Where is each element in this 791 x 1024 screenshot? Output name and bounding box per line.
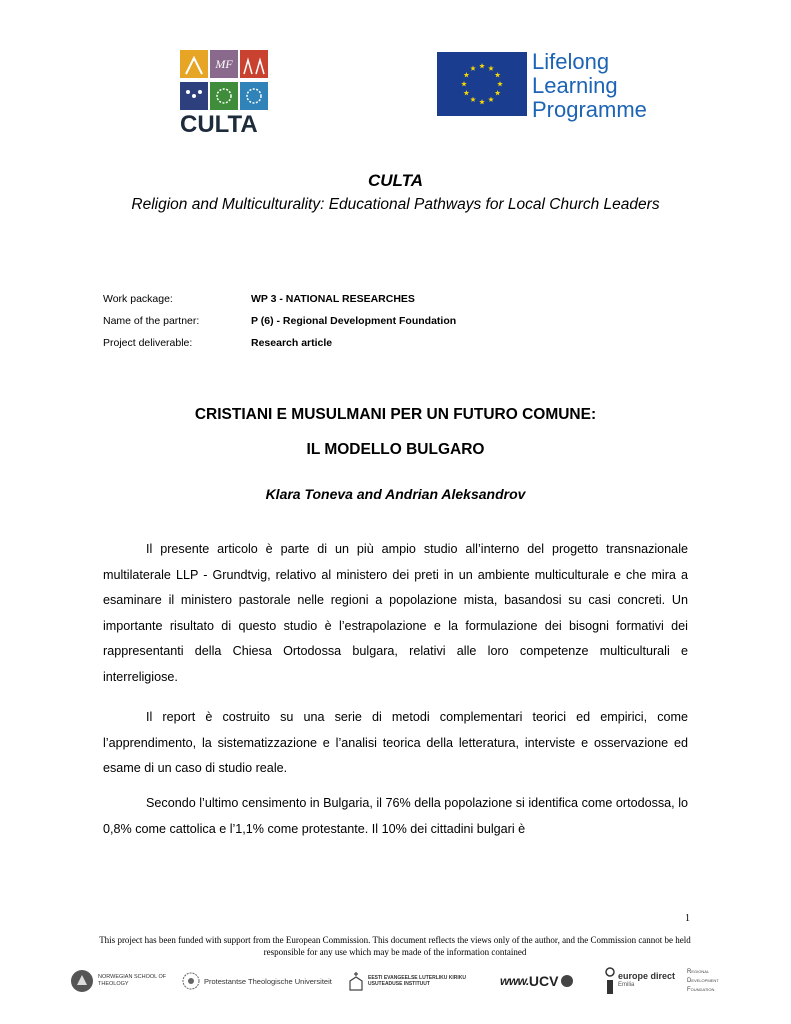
partner-name: Protestantse Theologische Universiteit bbox=[204, 976, 332, 986]
partner-subname: Emilia bbox=[618, 982, 635, 988]
eu-star bbox=[495, 72, 501, 77]
llp-line-2: Learning bbox=[532, 73, 618, 98]
europe-direct-marker-icon bbox=[604, 966, 616, 996]
document-title: CULTA bbox=[367, 171, 424, 190]
article-title-line-1: CRISTIANI E MUSULMANI PER UN FUTURO COMUNE: bbox=[194, 406, 597, 423]
partner-name: UCV bbox=[528, 973, 559, 989]
body-paragraph: Secondo l’ultimo censimento in Bulgaria, il 76% della popolazione si identifica come ortodossa, lo 0,8% come cattolica e l’1,1% come protestante. Il 10% dei cittadini bulgari è bbox=[103, 796, 688, 836]
partner-name: Regional Development Foundation bbox=[687, 968, 719, 993]
llp-line-3: Programme bbox=[532, 97, 647, 122]
meta-label: Work package: bbox=[103, 293, 173, 305]
llp-logo-text bbox=[532, 50, 662, 122]
eu-flag-icon bbox=[437, 52, 527, 116]
funding-disclaimer: This project has been funded with support from the European Commission. This document reflects the views only of the author, and the Commission cannot be held responsible for any use which may be made of the information contained bbox=[99, 935, 691, 957]
ptu-rosette-icon bbox=[182, 972, 200, 990]
eu-star bbox=[464, 72, 470, 77]
meta-label: Name of the partner: bbox=[103, 315, 200, 327]
meta-value: P (6) - Regional Development Foundation bbox=[251, 315, 457, 327]
culta-monogram: MF bbox=[215, 57, 233, 71]
culta-logo-mosaic bbox=[180, 50, 268, 112]
meta-label: Project deliverable: bbox=[103, 337, 193, 349]
eu-star bbox=[479, 63, 485, 68]
partner-name: EESTI EVANGEELSE LUTERLIKU KIRIKU USUTEADUSE INSTITUUT bbox=[368, 975, 466, 987]
ucv-disc-icon bbox=[560, 974, 574, 988]
partner-logo-eelk bbox=[348, 966, 478, 996]
partner-logo-ptu bbox=[182, 966, 332, 996]
eu-star bbox=[470, 65, 476, 70]
eu-star bbox=[461, 81, 467, 86]
eu-star bbox=[464, 90, 470, 95]
culta-logo-text: CULTA bbox=[180, 111, 258, 138]
page-number: 1 bbox=[685, 913, 690, 924]
meta-value: WP 3 - NATIONAL RESEARCHES bbox=[251, 293, 415, 305]
body-paragraph: Il presente articolo è parte di un più ampio studio all’interno del progetto transnazionale multilaterale LLP - Grundtvig, relativo al ministero dei preti in un ambiente multiculturale e che mira a esaminare il ministero pastorale nelle regioni a popolazione mista, basandosi su casi concreti. Un importante risultato di questo studio è l’estrapolazione e la formulazione dei bisogni formativi dei rappresentanti della Chiesa Ortodossa bulgara, relativi alle loro competenze multiculturali e interreligiose. bbox=[103, 542, 688, 684]
eu-star bbox=[495, 90, 501, 95]
eu-star bbox=[488, 97, 494, 102]
partner-logo-ucv: www. UCV bbox=[500, 966, 574, 996]
partner-name: europe direct bbox=[618, 971, 676, 981]
article-title-line-2: IL MODELLO BULGARO bbox=[306, 441, 485, 458]
partner-logo-europe-direct bbox=[604, 964, 675, 998]
partner-logo-rdf bbox=[687, 964, 729, 998]
partner-logo-norwegian-school bbox=[70, 966, 168, 996]
culta-logo bbox=[180, 50, 270, 138]
nst-emblem-icon bbox=[70, 969, 94, 993]
eu-star bbox=[488, 65, 494, 70]
document-subtitle: Religion and Multiculturality: Educational Pathways for Local Church Leaders bbox=[131, 196, 660, 213]
body-paragraph: Il report è costruito su una serie di metodi complementari teorici ed empirici, come l’apprendimento, la sistematizzazione e l’analisi teorica della letteratura, interviste e osservazione ed esame di un caso di studio reale. bbox=[103, 710, 688, 775]
llp-line-1: Lifelong bbox=[532, 49, 610, 74]
church-icon bbox=[348, 971, 364, 991]
eu-star bbox=[479, 99, 485, 104]
eu-star bbox=[497, 81, 503, 86]
eu-star bbox=[470, 97, 476, 102]
meta-value: Research article bbox=[251, 337, 333, 349]
article-authors: Klara Toneva and Andrian Aleksandrov bbox=[265, 486, 526, 502]
partner-name: NORWEGIAN SCHOOL OF THEOLOGY bbox=[98, 974, 167, 987]
